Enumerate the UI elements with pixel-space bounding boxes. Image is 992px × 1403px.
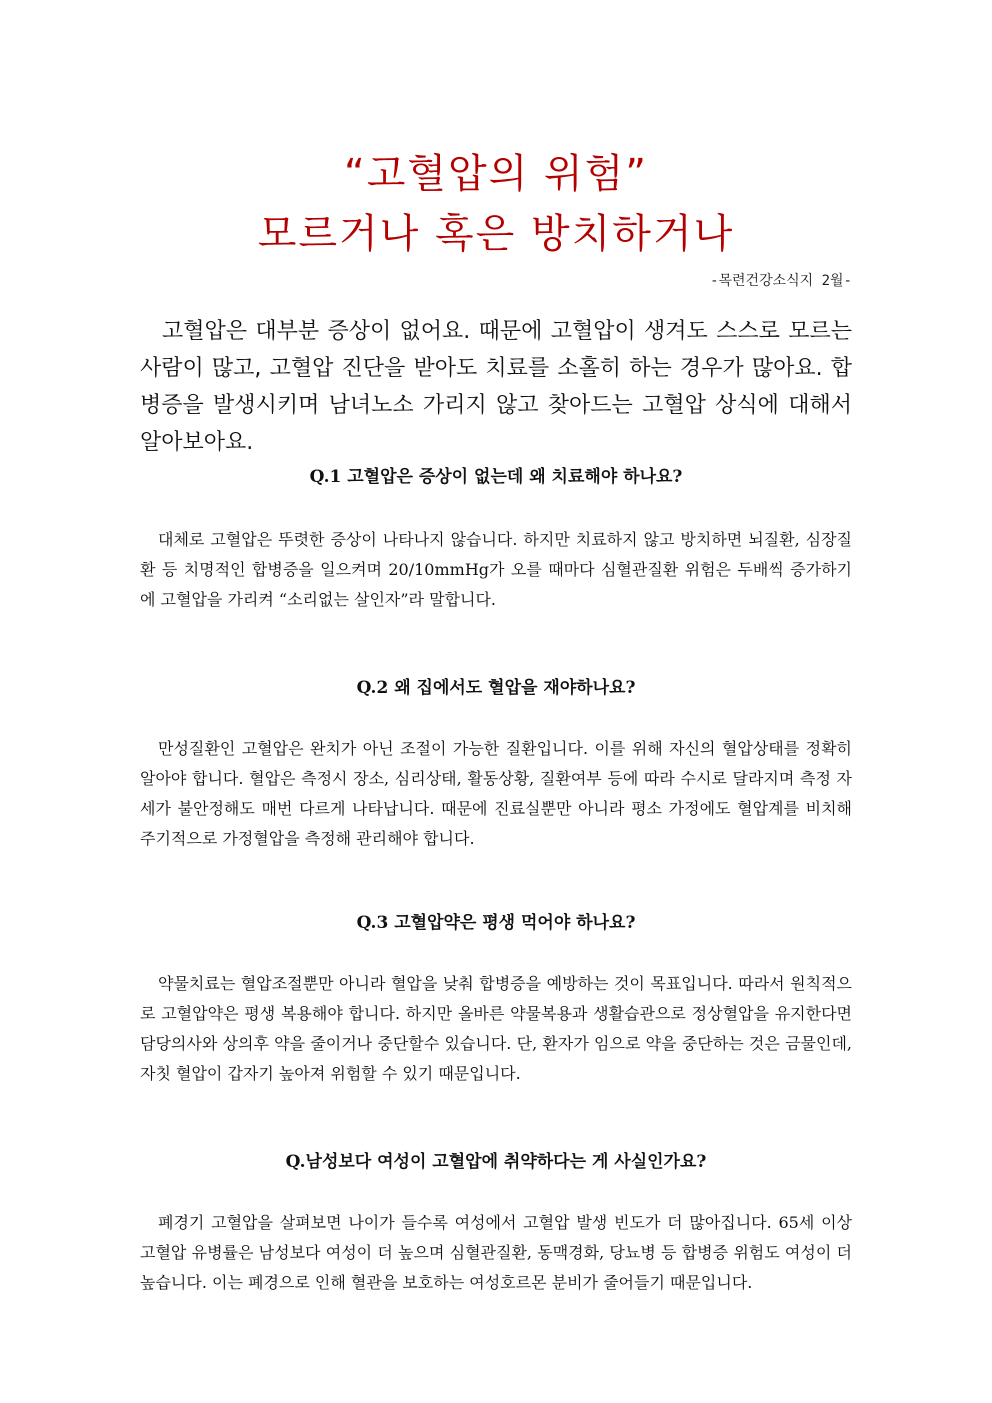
intro-paragraph: 고혈압은 대부분 증상이 없어요. 때문에 고혈압이 생겨도 스스로 모르는 사람이 많고, 고혈압 진단을 받아도 치료를 소홀히 하는 경우가 많아요. 합병증을 발생시키며 남녀노소 가리지 않고 찾아드는 고혈압 상식에 대해서 알아보아요. [140, 319, 852, 455]
answer-4-paragraph: 폐경기 고혈압을 살펴보면 나이가 들수록 여성에서 고혈압 발생 빈도가 더 많아집니다. 65세 이상 고혈압 유병률은 남성보다 여성이 더 높으며 심혈관질환, 동맥경화, 당뇨병 등 합병증 위험도 여성이 더높습니다. 이는 폐경으로 인해 혈관을 보호하는 여성호르몬 분비가 줄어들기 때문입니다. [140, 1213, 852, 1292]
source-attribution: -목련건강소식지 2월- [710, 273, 852, 289]
question-4-heading: Q.남성보다 여성이 고혈압에 취약하다는 게 사실인가요? [285, 1152, 707, 1172]
title-line-1: “고혈압의 위험” [344, 151, 648, 197]
answer-3-paragraph: 약물치료는 혈압조절뿐만 아니라 혈압을 낮춰 합병증을 예방하는 것이 목표입니다. 따라서 원칙적으로 고혈압약은 평생 복용해야 합니다. 하지만 올바른 약물복용과 생활습관으로 정상혈압을 유지한다면 담당의사와 상의후 약을 줄이거나 중단할수 있습니다. 단, 환자가 임으로 약을 중단하는 것은 금물인데, 자칫 혈압이 갑자기 높아져 위험할 수 있기 때문입니다. [140, 974, 852, 1083]
answer-2-paragraph: 만성질환인 고혈압은 완치가 아닌 조절이 가능한 질환입니다. 이를 위해 자신의 혈압상태를 정확히 알아야 합니다. 혈압은 측정시 장소, 심리상태, 활동상황, 질환여부 등에 따라 수시로 달라지며 측정 자세가 불안정해도 매번 다르게 나타납니다. 때문에 진료실뿐만 아니라 평소 가정에도 혈압계를 비치해 주기적으로 가정혈압을 측정해 관리해야 합니다. [140, 739, 852, 848]
question-1-heading: Q.1 고혈압은 증상이 없는데 왜 치료해야 하나요? [309, 467, 683, 487]
title-line-2: 모르거나 혹은 방치하거나 [257, 211, 735, 257]
question-2-heading: Q.2 왜 집에서도 혈압을 재야하나요? [356, 678, 636, 698]
question-3-heading: Q.3 고혈압약은 평생 먹어야 하나요? [356, 913, 636, 933]
answer-1-paragraph: 대체로 고혈압은 뚜렷한 증상이 나타나지 않습니다. 하지만 치료하지 않고 방치하면 뇌질환, 심장질환 등 치명적인 합병증을 일으켜며 20/10mmHg가 오를 때마다 심혈관질환 위험은 두배씩 증가하기에 고혈압을 가리켜 “소리없는 살인자”라 말합니다. [140, 530, 852, 609]
